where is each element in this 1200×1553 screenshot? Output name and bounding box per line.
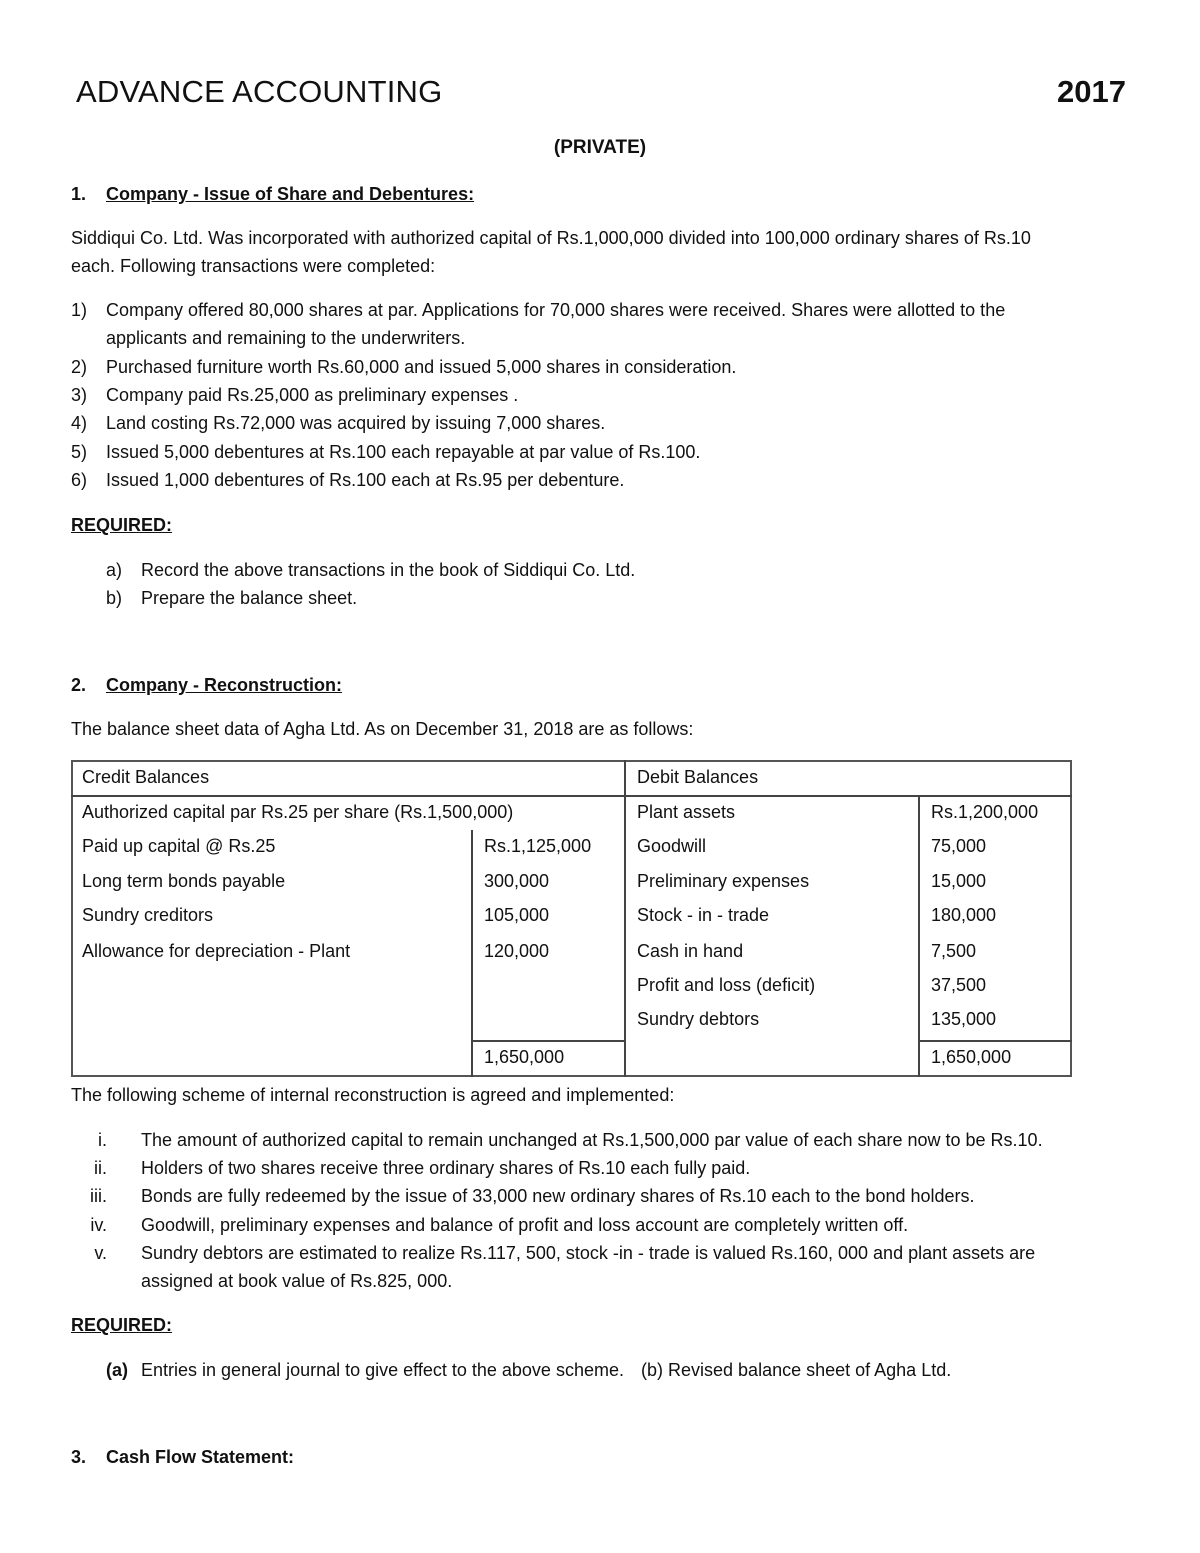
scheme-item-1-marker: i. <box>98 1130 107 1150</box>
debit-row-label: Cash in hand <box>637 941 744 961</box>
q2-heading-text: Company - Reconstruction: <box>106 675 343 695</box>
credit-row-label: Allowance for depreciation - Plant <box>82 941 351 961</box>
credit-row-value: Rs.1,125,000 <box>484 836 592 856</box>
q2-required-b-marker: (b) <box>641 1360 663 1380</box>
q1-required-label: REQUIRED: <box>71 515 173 535</box>
debit-row-value: 7,500 <box>931 941 977 961</box>
scheme-item-5-marker: v. <box>94 1243 107 1263</box>
credit-total-line <box>471 1040 626 1042</box>
credit-row-value: 300,000 <box>484 871 550 891</box>
q2-heading <box>71 675 342 696</box>
debit-row-value: 135,000 <box>931 1009 997 1029</box>
credit-row-label: Long term bonds payable <box>82 871 286 891</box>
debit-row-label: Preliminary expenses <box>637 871 810 891</box>
q3-number: 3. <box>71 1447 87 1467</box>
debit-row-value: 15,000 <box>931 871 987 891</box>
q1-item-2-marker: 2) <box>71 357 88 377</box>
q2-required-b-text: Revised balance sheet of Agha Ltd. <box>668 1360 952 1380</box>
scheme-intro: The following scheme of internal reconstruction is agreed and implemented: <box>71 1085 675 1105</box>
q1-item-1-text: Company offered 80,000 shares at par. Applications for 70,000 shares were received. Shares were allotted to the <box>106 300 1006 320</box>
q1-item-2-text: Purchased furniture worth Rs.60,000 and issued 5,000 shares in consideration. <box>106 357 737 377</box>
divider-debit-value <box>918 796 920 1077</box>
debit-header: Debit Balances <box>637 767 759 787</box>
debit-row-label: Plant assets <box>637 802 736 822</box>
debit-row-label: Profit and loss (deficit) <box>637 975 816 995</box>
scheme-item-5-text-cont: assigned at book value of Rs.825, 000. <box>141 1271 453 1291</box>
header-underline <box>71 795 1072 797</box>
q2-required-a-marker: (a) <box>106 1360 128 1380</box>
title-row <box>76 74 1126 118</box>
q2-intro: The balance sheet data of Agha Ltd. As on December 31, 2018 are as follows: <box>71 719 694 739</box>
q1-required-a-text: Record the above transactions in the book of Siddiqui Co. Ltd. <box>141 560 636 580</box>
q3-heading <box>71 1447 294 1468</box>
q1-number: 1. <box>71 184 87 204</box>
debit-row-value: 75,000 <box>931 836 987 856</box>
debit-total: 1,650,000 <box>931 1047 1012 1067</box>
q1-item-3-text: Company paid Rs.25,000 as preliminary expenses . <box>106 385 519 405</box>
q1-required-b-marker: b) <box>106 588 123 608</box>
q2-required-line <box>106 1356 951 1384</box>
scheme-item-2-text: Holders of two shares receive three ordinary shares of Rs.10 each fully paid. <box>141 1158 751 1178</box>
debit-row-label: Goodwill <box>637 836 707 856</box>
q1-item-1 <box>71 296 1131 352</box>
scheme-item-4-marker: iv. <box>90 1215 107 1235</box>
scheme-item-5 <box>71 1239 1131 1295</box>
q1-intro-line2: each. Following transactions were completed: <box>71 256 436 276</box>
q1-item-4-marker: 4) <box>71 413 88 433</box>
authorized-capital: Authorized capital par Rs.25 per share (Rs.1,500,000) <box>82 802 514 822</box>
debit-total-line <box>918 1040 1072 1042</box>
credit-total: 1,650,000 <box>484 1047 565 1067</box>
q2-required-label: REQUIRED: <box>71 1315 173 1335</box>
credit-row-label: Paid up capital @ Rs.25 <box>82 836 276 856</box>
scheme-item-3-text: Bonds are fully redeemed by the issue of 33,000 new ordinary shares of Rs.10 each to the bond holders. <box>141 1186 975 1206</box>
q1-heading-text: Company - Issue of Share and Debentures: <box>106 184 475 204</box>
q3-heading-text: Cash Flow Statement: <box>106 1447 295 1467</box>
debit-row-value: 180,000 <box>931 905 997 925</box>
credit-header: Credit Balances <box>82 767 210 787</box>
scheme-item-3-marker: iii. <box>90 1186 107 1206</box>
divider-credit-debit <box>624 760 626 1077</box>
debit-row-value: 37,500 <box>931 975 987 995</box>
q2-number: 2. <box>71 675 87 695</box>
q1-item-1-text-cont: applicants and remaining to the underwriters. <box>106 328 466 348</box>
q1-item-1-marker: 1) <box>71 300 88 320</box>
debit-row-label: Sundry debtors <box>637 1009 760 1029</box>
q1-required-b-text: Prepare the balance sheet. <box>141 588 358 608</box>
credit-row-value: 120,000 <box>484 941 550 961</box>
credit-row-value: 105,000 <box>484 905 550 925</box>
debit-row-label: Stock - in - trade <box>637 905 770 925</box>
q2-required-a-text: Entries in general journal to give effect to the above scheme. <box>141 1360 624 1380</box>
q1-item-4-text: Land costing Rs.72,000 was acquired by issuing 7,000 shares. <box>106 413 606 433</box>
q1-item-6-marker: 6) <box>71 470 88 490</box>
q1-item-6-text: Issued 1,000 debentures of Rs.100 each at Rs.95 per debenture. <box>106 470 625 490</box>
scheme-item-2-marker: ii. <box>94 1158 107 1178</box>
q1-heading <box>71 184 474 205</box>
credit-row-label: Sundry creditors <box>82 905 214 925</box>
scheme-item-5-text: Sundry debtors are estimated to realize Rs.117, 500, stock -in - trade is valued Rs.160, 000 and plant assets are <box>141 1243 1036 1263</box>
q1-item-5-text: Issued 5,000 debentures at Rs.100 each repayable at par value of Rs.100. <box>106 442 701 462</box>
document-subtitle: (PRIVATE) <box>553 137 647 158</box>
q1-required-a-marker: a) <box>106 560 123 580</box>
debit-row-value: Rs.1,200,000 <box>931 802 1039 822</box>
scheme-item-1-text: The amount of authorized capital to remain unchanged at Rs.1,500,000 par value of each share now to be Rs.10. <box>141 1130 1043 1150</box>
document-title: ADVANCE ACCOUNTING <box>76 74 443 109</box>
document-year: 2017 <box>1057 74 1126 109</box>
q1-intro-line1: Siddiqui Co. Ltd. Was incorporated with authorized capital of Rs.1,000,000 divided into 100,000 ordinary shares of Rs.10 <box>71 228 1031 248</box>
scheme-item-4-text: Goodwill, preliminary expenses and balance of profit and loss account are completely written off. <box>141 1215 909 1235</box>
q1-item-5-marker: 5) <box>71 442 88 462</box>
q1-item-3-marker: 3) <box>71 385 88 405</box>
